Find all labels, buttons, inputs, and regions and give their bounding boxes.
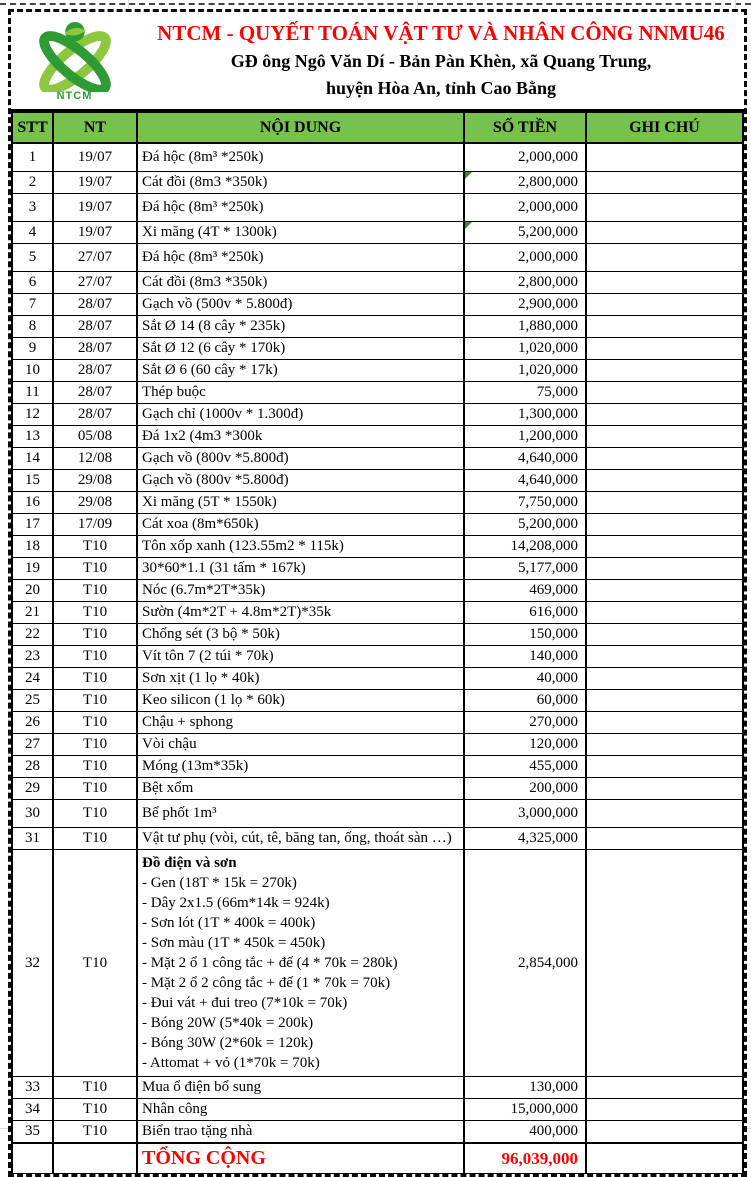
stt-cell[interactable]: 28 xyxy=(12,756,53,778)
content-cell[interactable]: Vít tôn 7 (2 túi * 70k) xyxy=(137,646,464,668)
stt-cell[interactable]: 22 xyxy=(12,624,53,646)
note-cell[interactable] xyxy=(586,272,743,294)
amount-cell[interactable]: 200,000 xyxy=(464,778,586,800)
content-line: - Sơn lót (1T * 400k = 400k) xyxy=(142,915,316,931)
content-cell[interactable]: Tôn xốp xanh (123.55m2 * 115k) xyxy=(137,536,464,558)
content-cell[interactable]: Vòi chậu xyxy=(137,734,464,756)
table-row xyxy=(12,360,743,382)
amount-cell[interactable]: 4,325,000 xyxy=(464,828,586,850)
nt-cell[interactable]: 17/09 xyxy=(53,514,137,536)
note-cell[interactable] xyxy=(586,800,743,828)
table-row xyxy=(12,222,743,244)
amount-cell[interactable]: 150,000 xyxy=(464,624,586,646)
column-header-số-tiền[interactable]: SỐ TIỀN xyxy=(464,112,586,143)
title-cell xyxy=(138,12,744,109)
content-cell[interactable]: Đá hộc (8m³ *250k) xyxy=(137,194,464,222)
table-row xyxy=(12,580,743,602)
stt-cell[interactable]: 14 xyxy=(12,448,53,470)
table-row xyxy=(12,690,743,712)
nt-cell[interactable]: 28/07 xyxy=(53,316,137,338)
content-cell[interactable]: Sơn xịt (1 lọ * 40k) xyxy=(137,668,464,690)
note-cell[interactable] xyxy=(586,316,743,338)
nt-cell[interactable]: 05/08 xyxy=(53,426,137,448)
table-row xyxy=(12,244,743,272)
column-header-nội-dung[interactable]: NỘI DUNG xyxy=(137,112,464,143)
nt-cell[interactable]: 28/07 xyxy=(53,382,137,404)
nt-cell[interactable]: T10 xyxy=(53,624,137,646)
content-cell[interactable]: Chống sét (3 bộ * 50k) xyxy=(137,624,464,646)
amount-cell[interactable]: 5,177,000 xyxy=(464,558,586,580)
ntcm-logo xyxy=(11,12,138,109)
total-label-cell[interactable]: TỔNG CỘNG xyxy=(137,1143,464,1174)
amount-cell[interactable]: 1,020,000 xyxy=(464,360,586,382)
stt-cell[interactable]: 27 xyxy=(12,734,53,756)
total-note-cell[interactable] xyxy=(586,1143,743,1174)
nt-cell[interactable]: T10 xyxy=(53,850,137,1077)
stt-cell[interactable]: 13 xyxy=(12,426,53,448)
nt-cell[interactable]: T10 xyxy=(53,756,137,778)
note-cell[interactable] xyxy=(586,492,743,514)
nt-cell[interactable]: T10 xyxy=(53,1121,137,1144)
note-cell[interactable] xyxy=(586,294,743,316)
column-header-stt[interactable]: STT xyxy=(12,112,53,143)
amount-cell[interactable]: 2,900,000 xyxy=(464,294,586,316)
amount-cell[interactable]: 1,020,000 xyxy=(464,338,586,360)
header-row xyxy=(12,112,743,143)
table-row xyxy=(12,602,743,624)
gridline xyxy=(735,0,736,9)
amount-cell[interactable]: 4,640,000 xyxy=(464,448,586,470)
table-row xyxy=(12,536,743,558)
logo-x-icon xyxy=(26,20,124,92)
content-cell[interactable]: Nhân công xyxy=(137,1099,464,1121)
nt-cell[interactable]: 19/07 xyxy=(53,143,137,172)
amount-cell-comment-marker[interactable]: 2,800,000 xyxy=(464,172,586,194)
content-cell[interactable] xyxy=(137,850,464,1077)
stt-cell[interactable]: 24 xyxy=(12,668,53,690)
note-cell[interactable] xyxy=(586,624,743,646)
stt-cell[interactable]: 5 xyxy=(12,244,53,272)
content-cell[interactable]: Vật tư phụ (vòi, cút, tê, băng tan, ống, thoát sàn …) xyxy=(137,828,464,850)
content-line: - Attomat + vỏ (1*70k = 70k) xyxy=(142,1055,320,1071)
nt-cell[interactable]: T10 xyxy=(53,668,137,690)
content-cell[interactable]: Gạch chỉ (1000v * 1.300đ) xyxy=(137,404,464,426)
content-cell[interactable]: 30*60*1.1 (31 tấm * 167k) xyxy=(137,558,464,580)
note-cell[interactable] xyxy=(586,1121,743,1144)
content-cell[interactable]: Bệt xổm xyxy=(137,778,464,800)
stt-cell[interactable]: 17 xyxy=(12,514,53,536)
note-cell[interactable] xyxy=(586,514,743,536)
stt-cell[interactable]: 34 xyxy=(12,1099,53,1121)
content-cell[interactable]: Sườn (4m*2T + 4.8m*2T)*35k xyxy=(137,602,464,624)
note-cell[interactable] xyxy=(586,448,743,470)
stt-cell[interactable]: 31 xyxy=(12,828,53,850)
note-cell[interactable] xyxy=(586,143,743,172)
stt-cell[interactable]: 18 xyxy=(12,536,53,558)
nt-cell[interactable]: 28/07 xyxy=(53,360,137,382)
nt-cell[interactable]: 27/07 xyxy=(53,272,137,294)
nt-cell[interactable]: T10 xyxy=(53,536,137,558)
table-row xyxy=(12,470,743,492)
nt-cell[interactable]: 28/07 xyxy=(53,404,137,426)
amount-cell[interactable]: 1,200,000 xyxy=(464,426,586,448)
amount-cell[interactable]: 4,640,000 xyxy=(464,470,586,492)
total-nt-cell[interactable] xyxy=(53,1143,137,1174)
table-row xyxy=(12,404,743,426)
amount-cell[interactable]: 469,000 xyxy=(464,580,586,602)
nt-cell[interactable]: T10 xyxy=(53,558,137,580)
table-row xyxy=(12,143,743,172)
amount-cell[interactable]: 455,000 xyxy=(464,756,586,778)
amount-cell[interactable]: 270,000 xyxy=(464,712,586,734)
stt-cell[interactable]: 23 xyxy=(12,646,53,668)
nt-cell[interactable]: T10 xyxy=(53,1077,137,1099)
nt-cell[interactable]: 19/07 xyxy=(53,222,137,244)
amount-cell[interactable]: 2,000,000 xyxy=(464,143,586,172)
stt-cell[interactable]: 4 xyxy=(12,222,53,244)
content-cell[interactable]: Keo silicon (1 lọ * 60k) xyxy=(137,690,464,712)
content-cell[interactable]: Đá hộc (8m³ *250k) xyxy=(137,244,464,272)
nt-cell[interactable]: 29/08 xyxy=(53,492,137,514)
table-row xyxy=(12,756,743,778)
content-cell[interactable]: Biển trao tặng nhà xyxy=(137,1121,464,1144)
table-row xyxy=(12,712,743,734)
total-stt-cell[interactable] xyxy=(12,1143,53,1174)
nt-cell[interactable]: T10 xyxy=(53,712,137,734)
note-cell[interactable] xyxy=(586,404,743,426)
table-row xyxy=(12,514,743,536)
amount-cell[interactable]: 14,208,000 xyxy=(464,536,586,558)
content-cell[interactable]: Thép buộc xyxy=(137,382,464,404)
stt-cell[interactable]: 12 xyxy=(12,404,53,426)
note-cell[interactable] xyxy=(586,646,743,668)
content-cell[interactable]: Cát đồi (8m3 *350k) xyxy=(137,272,464,294)
table-row xyxy=(12,1121,743,1144)
amount-cell[interactable]: 616,000 xyxy=(464,602,586,624)
nt-cell[interactable]: 28/07 xyxy=(53,338,137,360)
content-cell[interactable]: Mua ổ điện bổ sung xyxy=(137,1077,464,1099)
note-cell[interactable] xyxy=(586,712,743,734)
nt-cell[interactable]: T10 xyxy=(53,1099,137,1121)
stt-cell[interactable]: 2 xyxy=(12,172,53,194)
nt-cell[interactable]: 19/07 xyxy=(53,172,137,194)
amount-cell[interactable]: 2,000,000 xyxy=(464,194,586,222)
nt-cell[interactable]: T10 xyxy=(53,828,137,850)
nt-cell[interactable]: T10 xyxy=(53,602,137,624)
stt-cell[interactable]: 7 xyxy=(12,294,53,316)
stt-cell[interactable]: 26 xyxy=(12,712,53,734)
gridline xyxy=(417,0,418,9)
note-cell[interactable] xyxy=(586,222,743,244)
table-row xyxy=(12,316,743,338)
content-cell[interactable]: Xi măng (5T * 1550k) xyxy=(137,492,464,514)
table-row xyxy=(12,272,743,294)
stt-cell[interactable]: 33 xyxy=(12,1077,53,1099)
note-cell[interactable] xyxy=(586,668,743,690)
document-subtitle-2: huyện Hòa An, tỉnh Cao Bằng xyxy=(325,78,557,98)
note-cell[interactable] xyxy=(586,382,743,404)
amount-cell[interactable]: 140,000 xyxy=(464,646,586,668)
column-header-nt[interactable]: NT xyxy=(53,112,137,143)
content-cell[interactable]: Sắt Ø 14 (8 cây * 235k) xyxy=(137,316,464,338)
table-row xyxy=(12,668,743,690)
amount-cell[interactable]: 60,000 xyxy=(464,690,586,712)
note-cell[interactable] xyxy=(586,580,743,602)
title-band xyxy=(11,12,744,111)
content-cell[interactable]: Móng (13m*35k) xyxy=(137,756,464,778)
table-row xyxy=(12,734,743,756)
note-cell[interactable] xyxy=(586,172,743,194)
amount-cell-comment-marker[interactable]: 5,200,000 xyxy=(464,222,586,244)
settlement-sheet xyxy=(8,9,747,1177)
note-cell[interactable] xyxy=(586,850,743,1077)
stt-cell[interactable]: 25 xyxy=(12,690,53,712)
expense-table xyxy=(11,111,744,1174)
content-line: - Sơn màu (1T * 450k = 450k) xyxy=(142,935,326,951)
nt-cell[interactable]: 28/07 xyxy=(53,294,137,316)
stt-cell[interactable]: 35 xyxy=(12,1121,53,1144)
total-row xyxy=(12,1143,743,1174)
content-cell[interactable]: Sắt Ø 12 (6 cây * 170k) xyxy=(137,338,464,360)
content-cell[interactable]: Chậu + sphong xyxy=(137,712,464,734)
stt-cell[interactable]: 10 xyxy=(12,360,53,382)
nt-cell[interactable]: T10 xyxy=(53,690,137,712)
amount-cell[interactable]: 5,200,000 xyxy=(464,514,586,536)
table-row xyxy=(12,382,743,404)
table-row xyxy=(12,646,743,668)
content-line: - Bóng 30W (2*60k = 120k) xyxy=(142,1035,314,1051)
page-break-dash-line xyxy=(0,3,751,5)
note-cell[interactable] xyxy=(586,470,743,492)
content-line: - Mặt 2 ổ 2 công tắc + đế (1 * 70k = 70k) xyxy=(142,975,391,991)
nt-cell[interactable]: 27/07 xyxy=(53,244,137,272)
content-cell[interactable]: Nóc (6.7m*2T*35k) xyxy=(137,580,464,602)
nt-cell[interactable]: T10 xyxy=(53,800,137,828)
table-row xyxy=(12,778,743,800)
table-row xyxy=(12,850,743,1077)
amount-cell[interactable]: 130,000 xyxy=(464,1077,586,1099)
table-row xyxy=(12,558,743,580)
table-row xyxy=(12,624,743,646)
logo-wordmark: NTCM xyxy=(56,89,93,102)
amount-cell[interactable]: 40,000 xyxy=(464,668,586,690)
table-row xyxy=(12,338,743,360)
amount-cell[interactable]: 2,854,000 xyxy=(464,850,586,1077)
content-line: Đồ điện và sơn xyxy=(142,855,237,871)
content-cell[interactable]: Cát xoa (8m*650k) xyxy=(137,514,464,536)
content-cell[interactable]: Gạch vồ (500v * 5.800đ) xyxy=(137,294,464,316)
content-cell[interactable]: Gạch vồ (800v *5.800đ) xyxy=(137,470,464,492)
content-line: - Gen (18T * 15k = 270k) xyxy=(142,875,297,891)
amount-cell[interactable]: 7,750,000 xyxy=(464,492,586,514)
nt-cell[interactable]: T10 xyxy=(53,734,137,756)
note-cell[interactable] xyxy=(586,360,743,382)
amount-cell[interactable]: 3,000,000 xyxy=(464,800,586,828)
stt-cell[interactable]: 3 xyxy=(12,194,53,222)
stt-cell[interactable]: 1 xyxy=(12,143,53,172)
nt-cell[interactable]: 29/08 xyxy=(53,470,137,492)
stt-cell[interactable]: 20 xyxy=(12,580,53,602)
gridline xyxy=(128,0,129,9)
table-row xyxy=(12,448,743,470)
table-row xyxy=(12,800,743,828)
content-line: - Bóng 20W (5*40k = 200k) xyxy=(142,1015,314,1031)
stt-cell[interactable]: 8 xyxy=(12,316,53,338)
document-title: NTCM - QUYẾT TOÁN VẬT TƯ VÀ NHÂN CÔNG NNMU46 xyxy=(157,21,725,45)
nt-cell[interactable]: T10 xyxy=(53,580,137,602)
table-row xyxy=(12,294,743,316)
note-cell[interactable] xyxy=(586,778,743,800)
nt-cell[interactable]: T10 xyxy=(53,778,137,800)
amount-cell[interactable]: 75,000 xyxy=(464,382,586,404)
stt-cell[interactable]: 9 xyxy=(12,338,53,360)
stt-cell[interactable]: 15 xyxy=(12,470,53,492)
stt-cell[interactable]: 30 xyxy=(12,800,53,828)
note-cell[interactable] xyxy=(586,558,743,580)
amount-cell[interactable]: 1,300,000 xyxy=(464,404,586,426)
table-row xyxy=(12,828,743,850)
stt-cell[interactable]: 32 xyxy=(12,850,53,1077)
nt-cell[interactable]: T10 xyxy=(53,646,137,668)
stt-cell[interactable]: 29 xyxy=(12,778,53,800)
nt-cell[interactable]: 19/07 xyxy=(53,194,137,222)
table-row xyxy=(12,194,743,222)
note-cell[interactable] xyxy=(586,426,743,448)
nt-cell[interactable]: 12/08 xyxy=(53,448,137,470)
note-cell[interactable] xyxy=(586,1099,743,1121)
stt-cell[interactable]: 16 xyxy=(12,492,53,514)
column-header-ghi-chú[interactable]: GHI CHÚ xyxy=(586,112,743,143)
content-line: - Mặt 2 ổ 1 công tắc + đế (4 * 70k = 280k) xyxy=(142,955,398,971)
amount-cell[interactable]: 2,800,000 xyxy=(464,272,586,294)
stt-cell[interactable]: 11 xyxy=(12,382,53,404)
content-cell[interactable]: Cát đồi (8m3 *350k) xyxy=(137,172,464,194)
content-cell[interactable]: Xi măng (4T * 1300k) xyxy=(137,222,464,244)
content-line: - Đui vát + đui treo (7*10k = 70k) xyxy=(142,995,348,1011)
content-cell[interactable]: Sắt Ø 6 (60 cây * 17k) xyxy=(137,360,464,382)
table-row xyxy=(12,492,743,514)
note-cell[interactable] xyxy=(586,536,743,558)
note-cell[interactable] xyxy=(586,602,743,624)
amount-cell[interactable]: 400,000 xyxy=(464,1121,586,1144)
stt-cell[interactable]: 19 xyxy=(12,558,53,580)
stt-cell[interactable]: 21 xyxy=(12,602,53,624)
note-cell[interactable] xyxy=(586,734,743,756)
content-cell[interactable]: Đá hộc (8m³ *250k) xyxy=(137,143,464,172)
note-cell[interactable] xyxy=(586,828,743,850)
content-cell[interactable]: Bể phốt 1m³ xyxy=(137,800,464,828)
amount-cell[interactable]: 120,000 xyxy=(464,734,586,756)
table-row xyxy=(12,172,743,194)
note-cell[interactable] xyxy=(586,244,743,272)
document-subtitle-1: GĐ ông Ngô Văn Dí - Bản Pàn Khèn, xã Quang Trung, xyxy=(230,51,652,71)
content-cell[interactable]: Đá 1x2 (4m3 *300k xyxy=(137,426,464,448)
amount-cell[interactable]: 1,880,000 xyxy=(464,316,586,338)
content-cell[interactable]: Gạch vồ (800v *5.800đ) xyxy=(137,448,464,470)
note-cell[interactable] xyxy=(586,690,743,712)
note-cell[interactable] xyxy=(586,194,743,222)
table-row xyxy=(12,426,743,448)
content-line: - Dây 2x1.5 (66m*14k = 924k) xyxy=(142,895,330,911)
amount-cell[interactable]: 15,000,000 xyxy=(464,1099,586,1121)
total-amount-cell[interactable]: 96,039,000 xyxy=(464,1143,586,1174)
note-cell[interactable] xyxy=(586,1077,743,1099)
amount-cell[interactable]: 2,000,000 xyxy=(464,244,586,272)
stt-cell[interactable]: 6 xyxy=(12,272,53,294)
note-cell[interactable] xyxy=(586,338,743,360)
note-cell[interactable] xyxy=(586,756,743,778)
table-row xyxy=(12,1077,743,1099)
table-row xyxy=(12,1099,743,1121)
